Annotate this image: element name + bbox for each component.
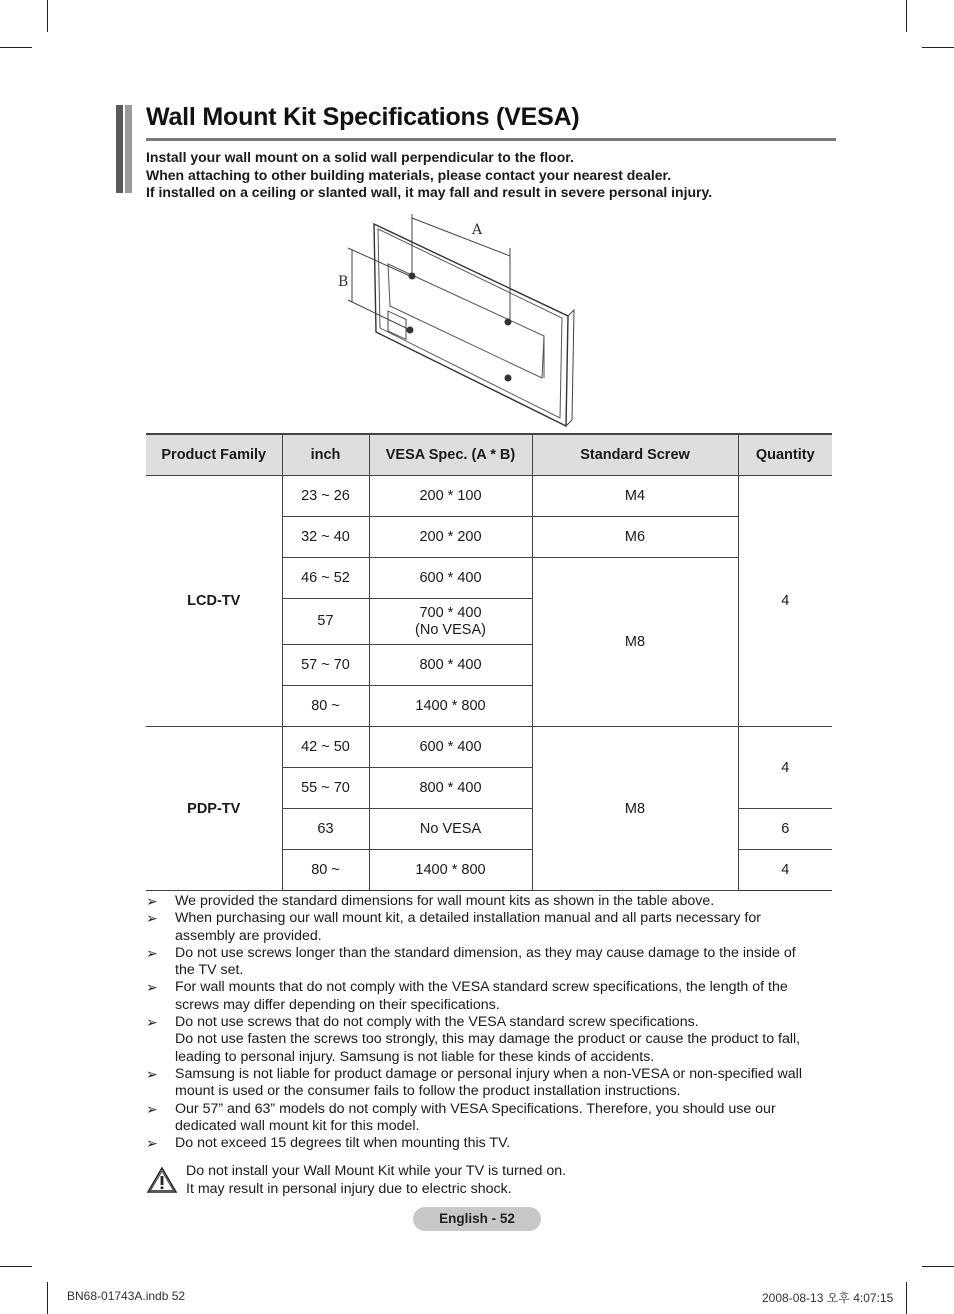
- arrow-bullet-icon: ➢: [146, 979, 158, 996]
- inch-cell: 55 ~ 70: [282, 768, 369, 809]
- note-line: Do not exceed 15 degrees tilt when mounting this TV.: [175, 1135, 511, 1152]
- crop-mark: [922, 47, 954, 48]
- quantity-cell: 6: [738, 809, 832, 850]
- intro-line: If installed on a ceiling or slanted wall, it may fall and result in severe personal injury.: [146, 184, 713, 200]
- arrow-bullet-icon: ➢: [146, 944, 158, 961]
- note-line: We provided the standard dimensions for wall mount kits as shown in the table above.: [175, 893, 715, 909]
- inch-cell: 42 ~ 50: [282, 727, 369, 768]
- quantity-cell: 4: [738, 850, 832, 891]
- notes-list: [146, 893, 836, 1152]
- dimension-label-a: A: [472, 222, 483, 238]
- note-line: leading to personal injury. Samsung is not liable for these kinds of accidents.: [175, 1048, 655, 1065]
- screw-cell: M4: [532, 476, 738, 517]
- vesa-cell: 600 * 400: [369, 558, 532, 599]
- screw-cell: M6: [532, 517, 738, 558]
- footer-timestamp: 2008-08-13 오후 4:07:15: [762, 1291, 894, 1305]
- vesa-cell: 1400 * 800: [369, 850, 532, 891]
- lcd-group: [146, 476, 832, 727]
- page-title: Wall Mount Kit Specifications (VESA): [146, 103, 580, 131]
- note-text: [175, 1135, 510, 1152]
- title-accent-bar: [116, 105, 123, 193]
- note-item: [146, 1014, 836, 1066]
- crop-mark: [906, 0, 907, 32]
- arrow-bullet-icon: ➢: [146, 910, 158, 927]
- crop-mark: [47, 0, 48, 32]
- header-quantity: Quantity: [738, 434, 832, 476]
- vesa-cell: 1400 * 800: [369, 686, 532, 727]
- title-accent-bar: [125, 105, 132, 193]
- tv-back-diagram: [330, 212, 580, 427]
- crop-mark: [922, 1266, 954, 1267]
- arrow-bullet-icon: ➢: [146, 1100, 158, 1117]
- caution-line: It may result in personal injury due to electric shock.: [186, 1181, 512, 1197]
- note-text: [175, 1101, 776, 1136]
- note-text: [175, 979, 788, 1014]
- inch-cell: 46 ~ 52: [282, 558, 369, 599]
- caution-line: Do not install your Wall Mount Kit while your TV is turned on.: [186, 1163, 567, 1179]
- table-row: [146, 476, 832, 517]
- crop-mark: [906, 1282, 907, 1314]
- vesa-cell: 200 * 100: [369, 476, 532, 517]
- vesa-cell: 800 * 400: [369, 645, 532, 686]
- note-text: [175, 945, 796, 980]
- footer-file-info: BN68-01743A.indb 52: [67, 1289, 186, 1303]
- title-underline: [146, 138, 836, 141]
- family-cell: PDP-TV: [146, 727, 282, 891]
- crop-mark: [0, 47, 32, 48]
- note-line: Samsung is not liable for product damage or personal injury when a non-VESA or non-specified wall: [175, 1065, 802, 1082]
- note-line: mount is used or the consumer fails to follow the product installation instructions.: [175, 1083, 681, 1100]
- note-line: For wall mounts that do not comply with the VESA standard screw specifications, the length of the: [175, 979, 788, 996]
- arrow-bullet-icon: ➢: [146, 893, 158, 909]
- note-item: [146, 1101, 836, 1136]
- vesa-cell: [369, 599, 532, 645]
- note-item: [146, 945, 836, 980]
- pdp-group: [146, 727, 832, 891]
- vesa-value: 700 * 400: [419, 604, 482, 621]
- header-inch: inch: [282, 434, 369, 476]
- header-standard-screw: Standard Screw: [532, 434, 738, 476]
- quantity-cell: 4: [738, 727, 832, 809]
- vesa-note: (No VESA): [415, 621, 486, 638]
- inch-cell: 57 ~ 70: [282, 645, 369, 686]
- caution-block: [146, 1162, 566, 1198]
- inch-cell: 63: [282, 809, 369, 850]
- inch-cell: 80 ~: [282, 850, 369, 891]
- intro-warning: [146, 149, 712, 202]
- caution-icon: [146, 1166, 178, 1194]
- vesa-cell: 800 * 400: [369, 768, 532, 809]
- intro-line: When attaching to other building materials, please contact your nearest dealer.: [146, 166, 672, 183]
- screw-cell: M8: [532, 558, 738, 727]
- note-item: [146, 1135, 836, 1152]
- note-line: assembly are provided.: [175, 927, 322, 944]
- note-line: screws may differ depending on their specifications.: [175, 996, 500, 1013]
- table-header-row: [146, 434, 832, 476]
- note-line: dedicated wall mount kit for this model.: [175, 1117, 420, 1134]
- note-text: [175, 893, 714, 910]
- table-row: [146, 727, 832, 768]
- note-text: [175, 910, 761, 945]
- note-line: Do not use fasten the screws too strongly, this may damage the product or cause the product to fall,: [175, 1031, 801, 1048]
- note-line: Our 57” and 63” models do not comply with VESA Specifications. Therefore, you should use our: [175, 1100, 776, 1117]
- screw-cell: M8: [532, 727, 738, 891]
- note-line: the TV set.: [175, 962, 244, 979]
- vesa-cell: 600 * 400: [369, 727, 532, 768]
- note-item: [146, 893, 836, 910]
- arrow-bullet-icon: ➢: [146, 1065, 158, 1082]
- inch-cell: 23 ~ 26: [282, 476, 369, 517]
- note-item: [146, 910, 836, 945]
- note-text: [175, 1066, 802, 1101]
- crop-mark: [47, 1282, 48, 1314]
- inch-cell: 32 ~ 40: [282, 517, 369, 558]
- note-item: [146, 1066, 836, 1101]
- header-vesa-spec: VESA Spec. (A * B): [369, 434, 532, 476]
- vesa-cell: 200 * 200: [369, 517, 532, 558]
- crop-mark: [0, 1266, 32, 1267]
- inch-cell: 80 ~: [282, 686, 369, 727]
- intro-line: Install your wall mount on a solid wall perpendicular to the floor.: [146, 149, 574, 165]
- note-line: Do not use screws that do not comply with the VESA standard screw specifications.: [175, 1014, 699, 1031]
- family-cell: LCD-TV: [146, 476, 282, 727]
- quantity-cell: 4: [738, 476, 832, 727]
- inch-cell: 57: [282, 599, 369, 645]
- note-line: When purchasing our wall mount kit, a detailed installation manual and all parts necessary for: [175, 910, 761, 927]
- page-number-badge: English - 52: [413, 1207, 541, 1231]
- vesa-cell: No VESA: [369, 809, 532, 850]
- note-item: [146, 979, 836, 1014]
- arrow-bullet-icon: ➢: [146, 1014, 158, 1031]
- note-text: [175, 1014, 800, 1066]
- arrow-bullet-icon: ➢: [146, 1135, 158, 1152]
- vesa-spec-table: [146, 433, 832, 891]
- header-product-family: Product Family: [146, 434, 282, 476]
- dimension-label-b: B: [338, 274, 349, 290]
- note-line: Do not use screws longer than the standard dimension, as they may cause damage to the inside of: [175, 944, 796, 961]
- caution-text: [186, 1162, 566, 1198]
